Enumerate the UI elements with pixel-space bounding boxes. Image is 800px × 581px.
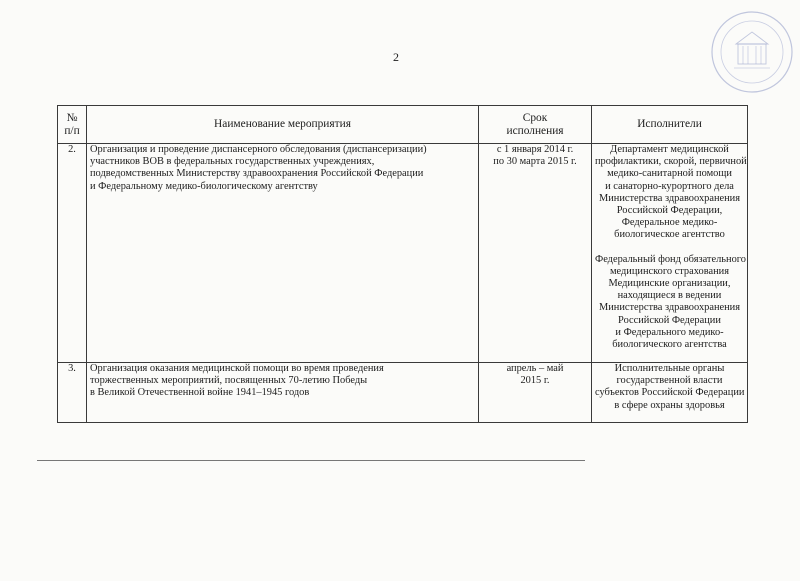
activities-table <box>57 105 748 423</box>
page-number: 2 <box>393 50 399 64</box>
row-name: Организация оказания медицинской помощи во время проведения торжественных мероприятий, посвященных 70-летию Победы в Великой Отечественной войне 1941–1945 годов <box>87 363 479 423</box>
header-name: Наименование мероприятия <box>87 106 479 144</box>
row-name: Организация и проведение диспансерного обследования (диспансеризации) участников ВОВ в федеральных государственных учреждениях, подведомственных Министерству здравоохранения Российской Федерации и Федеральному медико-биологическому агентству <box>87 144 479 363</box>
row-num: 2. <box>58 144 87 363</box>
table-row <box>58 363 748 423</box>
header-num: № п/п <box>58 106 87 144</box>
header-deadline: Срок исполнения <box>479 106 592 144</box>
row-executors: Департамент медицинской профилактики, скорой, первичной медико-санитарной помощи и санаторно-курортного дела Министерства здравоохранения Российской Федерации, Федеральное медико- биологическое агентство Федеральный фонд обязательного медицинского страхования Медицинские организации, находящиеся в ведении Министерства здравоохранения Российской Федерации и Федерального медико- биологического агентства <box>592 144 748 363</box>
table-row <box>58 144 748 363</box>
row-deadline: с 1 января 2014 г. по 30 марта 2015 г. <box>479 144 592 363</box>
ministry-seal-icon <box>710 10 794 94</box>
table-header-row <box>58 106 748 144</box>
header-executors: Исполнители <box>592 106 748 144</box>
row-num: 3. <box>58 363 87 423</box>
row-executors: Исполнительные органы государственной власти субъектов Российской Федерации в сфере охраны здоровья <box>592 363 748 423</box>
footer-divider <box>37 460 585 461</box>
row-deadline: апрель – май 2015 г. <box>479 363 592 423</box>
